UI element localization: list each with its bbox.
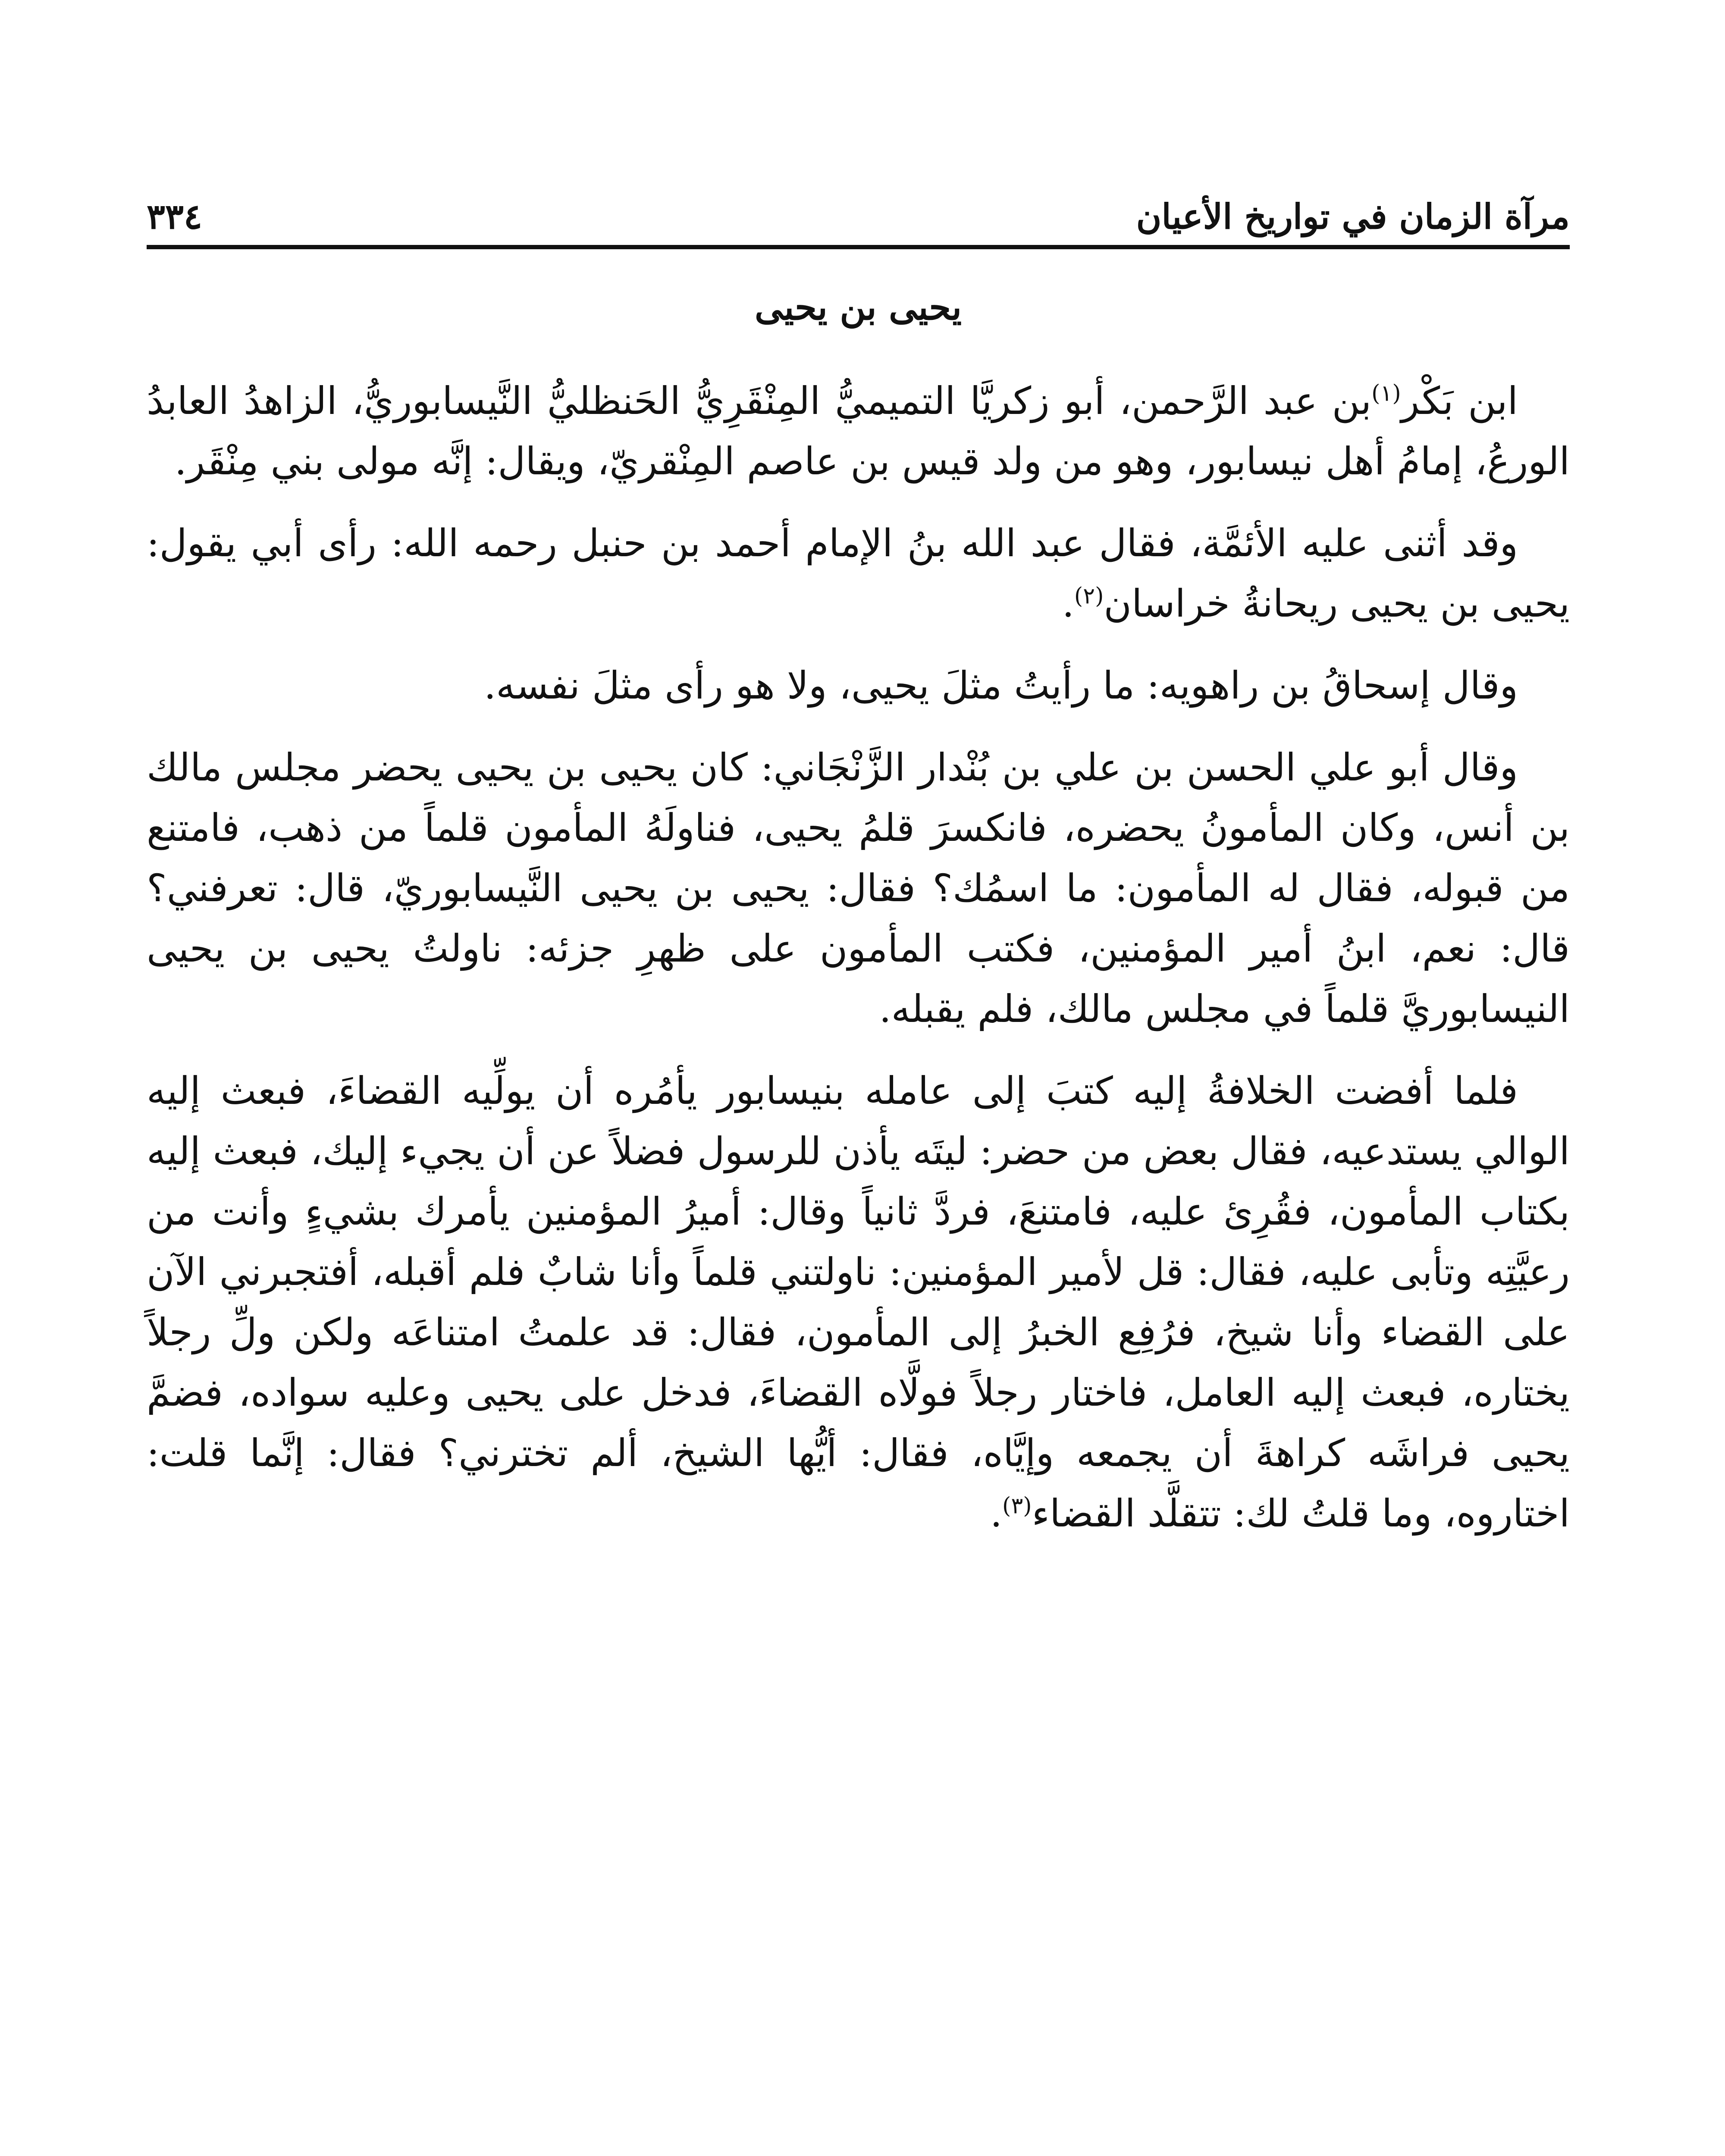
entry-heading: يحيى بن يحيى (754, 287, 962, 328)
paragraph-4: وقال أبو علي الحسن بن علي بن بُنْدار الزَّنْجَاني: كان يحيى بن يحيى يحضر مجلس مالك بن أنس، وكان المأمونُ يحضره، فانكسرَ قلمُ يحيى، فناولَهُ المأمون قلماً من ذهب، فامتنع من قبوله، فقال له المأمون: ما اسمُك؟ فقال: يحيى بن يحيى النَّيسابوريّ، قال: تعرفني؟ قال: نعم، ابنُ أمير المؤمنين، فكتب المأمون على ظهرِ جزئه: ناولتُ يحيى بن يحيى النيسابوريَّ قلماً في مجلس مالك، فلم يقبله. (147, 745, 1570, 1031)
paragraph-text: . (1062, 581, 1074, 626)
paragraph-text: وقد أثنى عليه الأئمَّة، فقال عبد الله بنُ الإمام أحمد بن حنبل رحمه الله: رأى أبي يقول: يحيى بن يحيى ريحانةُ خراسان (147, 521, 1570, 626)
body-text (147, 371, 1570, 1565)
paragraph-text: فلما أفضت الخلافةُ إليه كتبَ إلى عامله بنيسابور يأمُره أن يولِّيه القضاءَ، فبعث إليه الوالي يستدعيه، فقال بعض من حضر: ليتَه يأذن للرسول فضلاً عن أن يجيء إليك، فبعث إليه بكتاب المأمون، فقُرِئ عليه، فامتنعَ، فردَّ ثانياً وقال: أميرُ المؤمنين يأمرك بشيءٍ وأنت من رعيَّتِه وتأبى عليه، فقال: قل لأمير المؤمنين: ناولتني قلماً وأنا شابٌ فلم أقبله، أفتجبرني الآن على القضاء وأنا شيخ، فرُفِع الخبرُ إلى المأمون، فقال: قد علمتُ امتناعَه ولكن ولِّ رجلاً يختاره، فبعث إليه العامل، فاختار رجلاً فولَّاه القضاءَ، فدخل على يحيى وعليه سواده، فضمَّ يحيى فراشَه كراهةَ أن يجمعه وإيَّاه، فقال: أيُّها الشيخ، ألم تخترني؟ فقال: إنَّما قلت: اختاروه، وما قلتُ لك: تتقلَّد القضاء (147, 1069, 1570, 1536)
paragraph-text: ابن بَكْر (1401, 379, 1518, 423)
footnote-ref-1: (١) (1371, 380, 1401, 407)
header-rule (147, 245, 1570, 249)
paragraph-3: وقال إسحاقُ بن راهويه: ما رأيتُ مثلَ يحيى، ولا هو رأى مثلَ نفسه. (484, 663, 1518, 708)
book-page (147, 129, 1570, 2156)
footnote-ref-3: (٣) (1002, 1493, 1032, 1519)
paragraph-text: بن عبد الرَّحمن، أبو زكريَّا التميميُّ المِنْقَرِيُّ الحَنظليُّ النَّيسابوريُّ، الزاهدُ العابدُ الورعُ، إمامُ أهل نيسابور، وهو من ولد قيس بن عاصم المِنْقريّ، ويقال: إنَّه مولى بني مِنْقَر. (147, 379, 1570, 483)
paragraph-1 (147, 371, 1570, 492)
footnote-ref-2: (٢) (1074, 583, 1104, 609)
book-title: مرآة الزمان في تواريخ الأعيان (1136, 196, 1570, 237)
paragraph-text: . (990, 1491, 1003, 1536)
paragraph-2 (147, 513, 1570, 634)
paragraph-5 (147, 1061, 1570, 1544)
running-head (147, 129, 1570, 237)
page-number: ٣٣٤ (147, 196, 202, 237)
